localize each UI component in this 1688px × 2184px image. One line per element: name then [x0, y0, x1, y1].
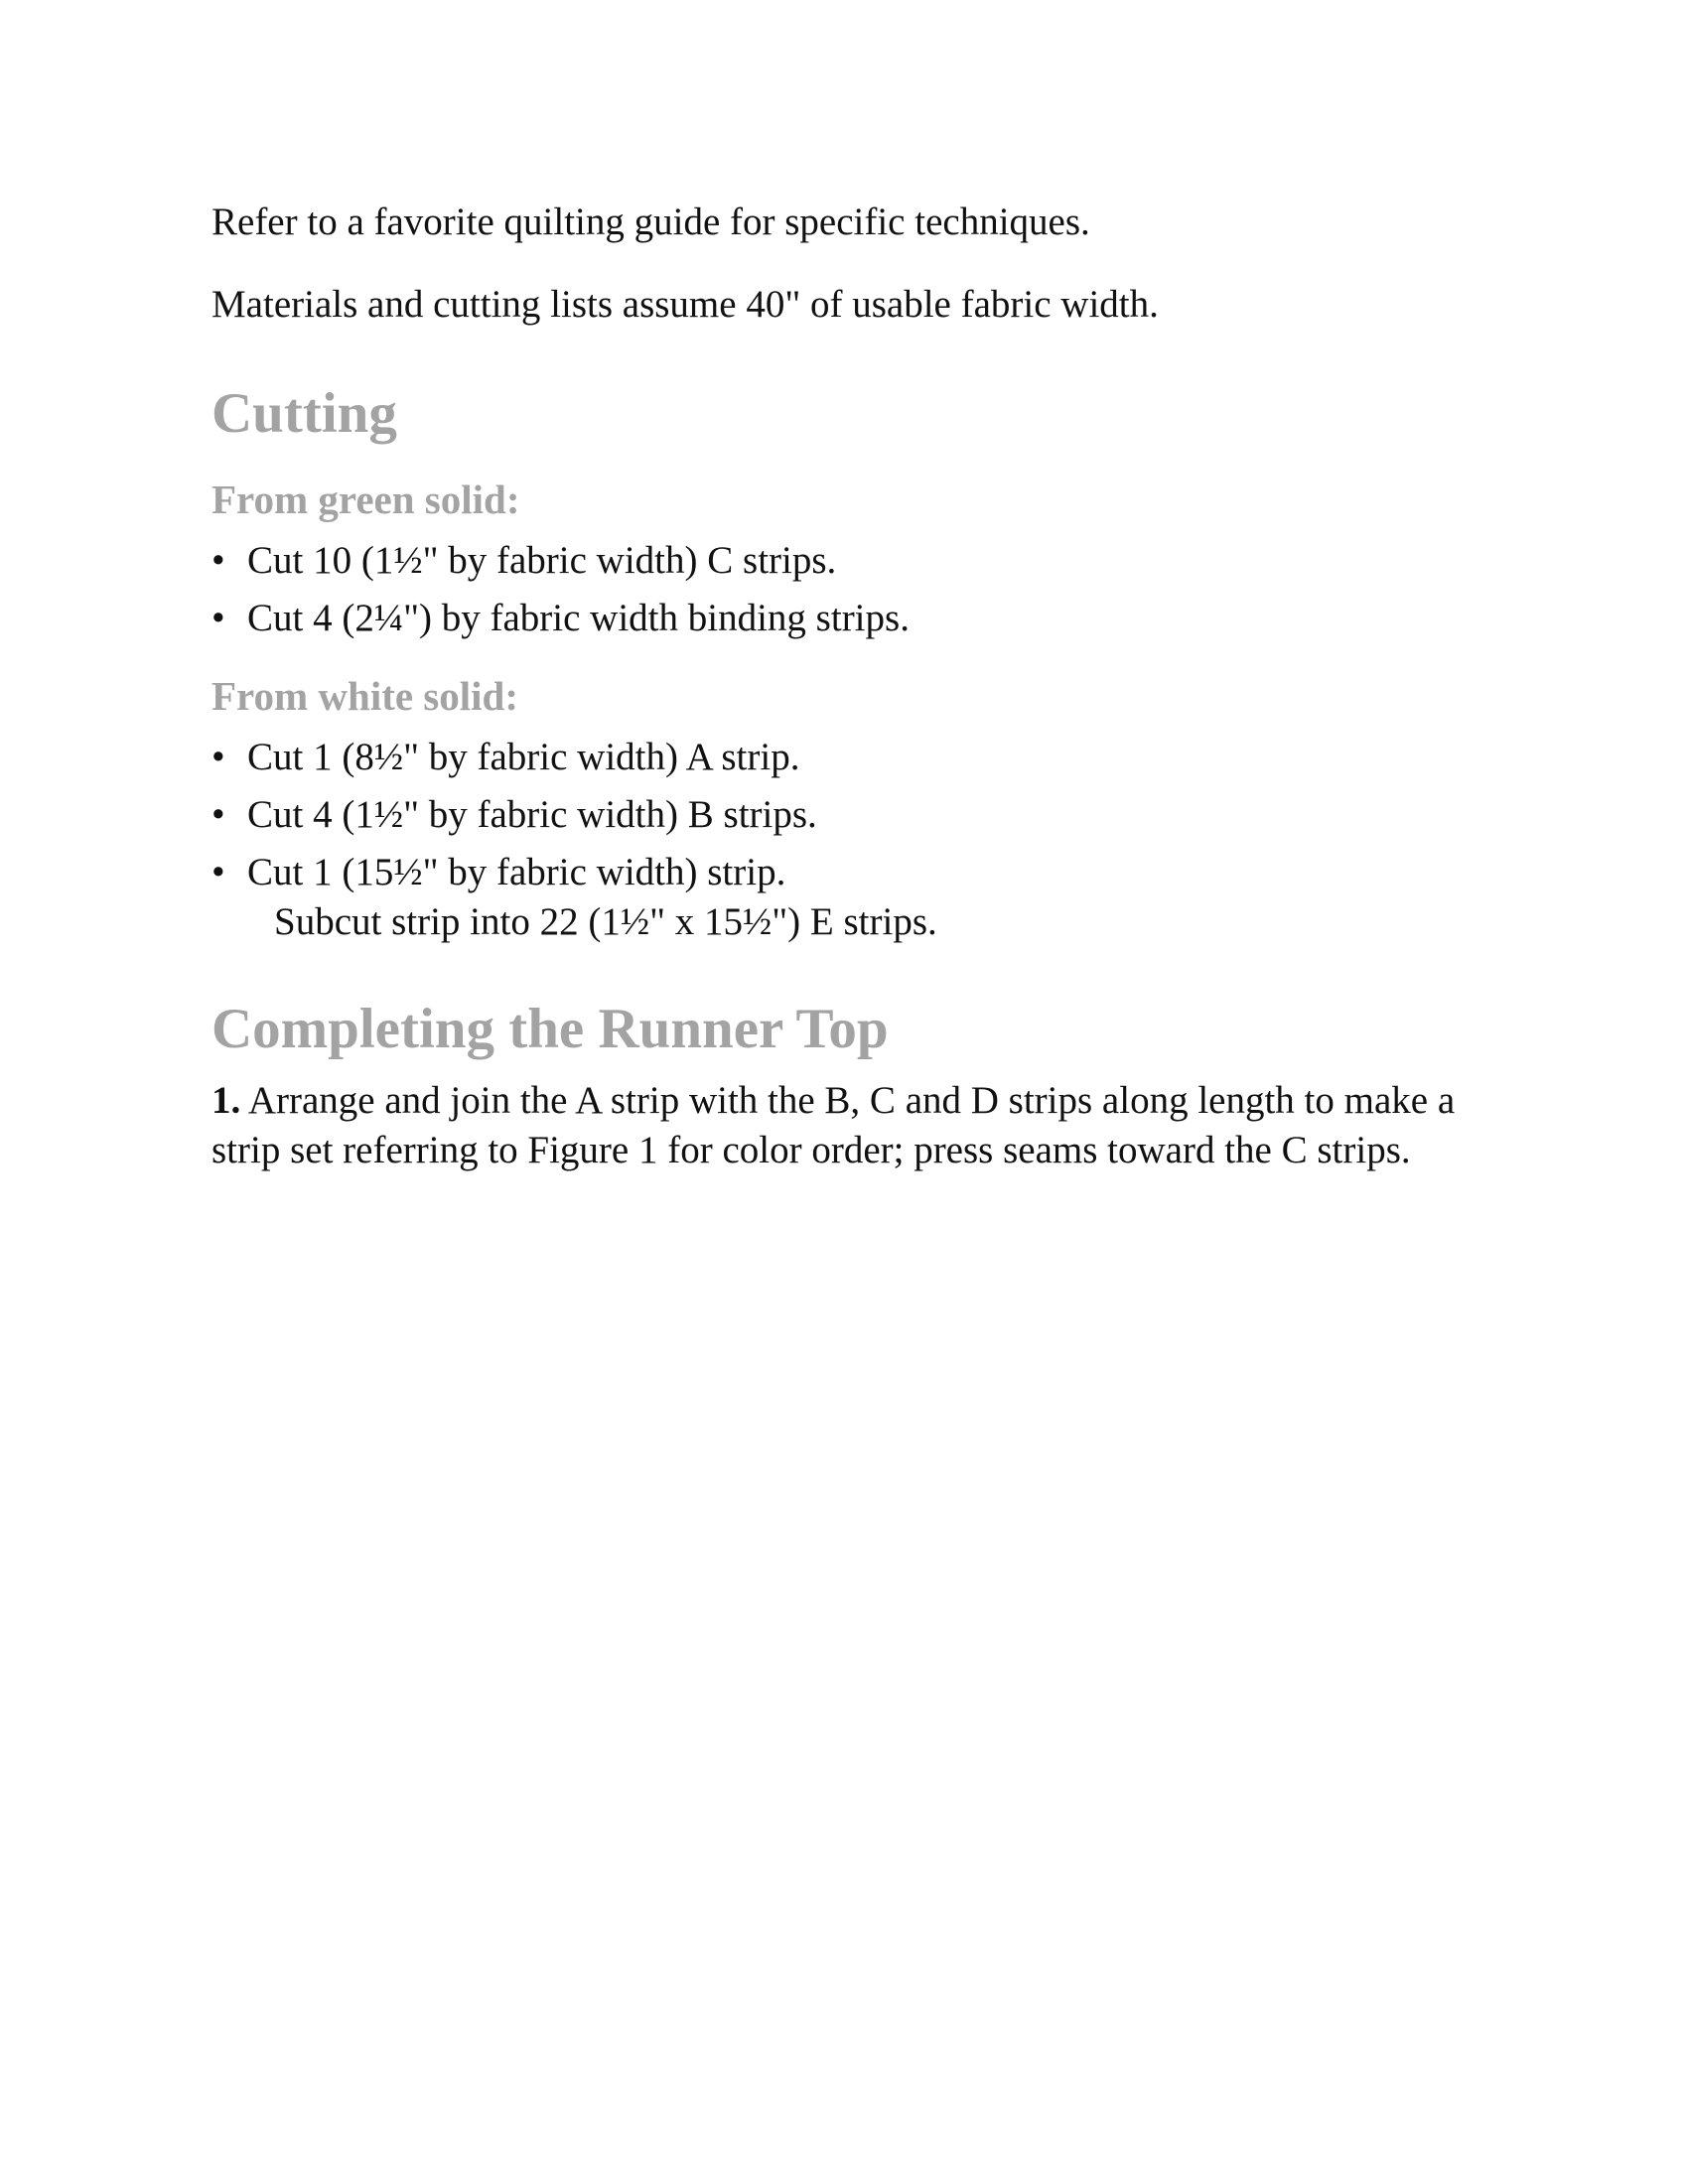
- cutting-heading: Cutting: [211, 382, 397, 445]
- runner-top-heading: Completing the Runner Top: [211, 998, 889, 1060]
- bullet-icon: •: [211, 539, 225, 582]
- list-item: [211, 791, 817, 849]
- step-text: Arrange and join the A strip with the B, C and D strips along length to make a strip set referring to Figure 1 for color order; press seams toward the C strips.: [211, 1079, 1456, 1171]
- white-solid-subheading: From white solid:: [211, 673, 519, 719]
- list-item-text: Cut 4 (1½" by fabric width) B strips.: [247, 793, 817, 836]
- list-item-text: Cut 4 (2¼") by fabric width binding strips.: [247, 597, 910, 639]
- list-item-text: Cut 1 (15½" by fabric width) strip.: [247, 851, 786, 893]
- white-cutting-list: [211, 734, 817, 906]
- bullet-icon: •: [211, 793, 225, 836]
- list-item: [211, 537, 910, 595]
- intro-technique-note: Refer to a favorite quilting guide for specific techniques.: [211, 201, 1090, 243]
- bullet-icon: •: [211, 597, 225, 639]
- green-solid-subheading: From green solid:: [211, 477, 520, 522]
- list-item-text: Cut 10 (1½" by fabric width) C strips.: [247, 539, 837, 582]
- list-item: [211, 595, 910, 652]
- green-cutting-list: [211, 537, 910, 652]
- step-number: 1.: [211, 1079, 241, 1122]
- list-item-text: Cut 1 (8½" by fabric width) A strip.: [247, 736, 800, 778]
- list-item: [211, 734, 817, 791]
- intro-fabric-width-note: Materials and cutting lists assume 40" of usable fabric width.: [211, 283, 1159, 326]
- subcut-instruction: Subcut strip into 22 (1½" x 15½") E strips.: [274, 900, 937, 943]
- bullet-icon: •: [211, 736, 225, 778]
- step-1-paragraph: [211, 1076, 1492, 1175]
- bullet-icon: •: [211, 851, 225, 893]
